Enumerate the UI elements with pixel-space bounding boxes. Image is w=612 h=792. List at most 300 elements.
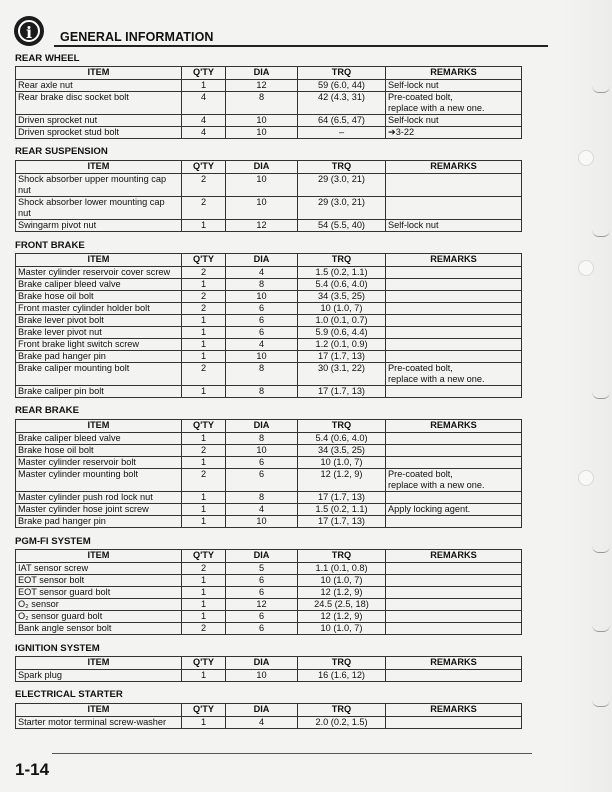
dia-cell: 10: [226, 670, 298, 682]
dia-cell: 10: [226, 291, 298, 303]
trq-cell: 42 (4.3, 31): [298, 92, 386, 115]
remarks-cell: [386, 174, 522, 197]
dia-cell: 6: [226, 611, 298, 623]
col-header-dia: DIA: [226, 420, 298, 433]
col-header-item: ITEM: [16, 550, 182, 563]
trq-cell: 17 (1.7, 13): [298, 492, 386, 504]
dia-cell: 4: [226, 717, 298, 729]
remarks-cell: [386, 267, 522, 279]
item-cell: [16, 563, 182, 575]
trq-cell: 10 (1.0, 7): [298, 623, 386, 635]
binding-hole: [578, 470, 594, 486]
remarks-cell-line: Pre-coated bolt,: [388, 363, 453, 373]
item-cell: [16, 599, 182, 611]
dia-cell: 6: [226, 327, 298, 339]
remarks-cell-line: Self-lock nut: [388, 80, 439, 90]
item-cell-line: Brake caliper bleed valve: [18, 433, 121, 443]
trq-cell: 24.5 (2.5, 18): [298, 599, 386, 611]
item-cell: [16, 516, 182, 528]
table-row: [16, 80, 522, 92]
col-header-item: ITEM: [16, 657, 182, 670]
trq-cell: 10 (1.0, 7): [298, 303, 386, 315]
col-header-item: ITEM: [16, 420, 182, 433]
remarks-cell: [386, 623, 522, 635]
remarks-cell: [386, 315, 522, 327]
footer-rule: [52, 753, 532, 754]
item-cell: [16, 80, 182, 92]
starter-table: [15, 703, 522, 729]
qty-cell: 2: [182, 267, 226, 279]
item-cell: [16, 492, 182, 504]
item-cell: [16, 351, 182, 363]
trq-cell: 17 (1.7, 13): [298, 516, 386, 528]
dia-cell: 8: [226, 92, 298, 115]
item-cell-line: O₂ sensor: [18, 599, 59, 609]
item-cell: [16, 363, 182, 386]
binding-hole: [578, 150, 594, 166]
item-cell: [16, 469, 182, 492]
remarks-cell: [386, 80, 522, 92]
trq-cell: 1.2 (0.1, 0.9): [298, 339, 386, 351]
col-header-dia: DIA: [226, 254, 298, 267]
qty-cell: 1: [182, 220, 226, 232]
dia-cell: 6: [226, 457, 298, 469]
qty-cell: 2: [182, 291, 226, 303]
table-row: [16, 433, 522, 445]
table-row: [16, 174, 522, 197]
ignition-table: [15, 656, 522, 682]
table-row: [16, 197, 522, 220]
item-cell-line: O₂ sensor guard bolt: [18, 611, 103, 621]
binding-mark: [592, 230, 610, 237]
remarks-cell: [386, 445, 522, 457]
item-cell-line: Master cylinder hose joint screw: [18, 504, 149, 514]
remarks-cell: [386, 327, 522, 339]
col-header-remarks: REMARKS: [386, 550, 522, 563]
remarks-cell-line-2: replace with a new one.: [388, 103, 485, 113]
dia-cell: 6: [226, 623, 298, 635]
dia-cell: 12: [226, 220, 298, 232]
item-cell: [16, 197, 182, 220]
remarks-cell: [386, 492, 522, 504]
col-header-remarks: REMARKS: [386, 657, 522, 670]
trq-cell: 2.0 (0.2, 1.5): [298, 717, 386, 729]
qty-cell: 1: [182, 457, 226, 469]
trq-cell: 29 (3.0, 21): [298, 197, 386, 220]
trq-cell: 54 (5.5, 40): [298, 220, 386, 232]
remarks-cell: [386, 351, 522, 363]
item-cell-line: Shock absorber lower mounting cap: [18, 197, 165, 207]
rear-suspension-table: [15, 160, 522, 232]
remarks-cell: [386, 339, 522, 351]
table-row: [16, 115, 522, 127]
qty-cell: 1: [182, 504, 226, 516]
dia-cell: 10: [226, 197, 298, 220]
qty-cell: 2: [182, 469, 226, 492]
item-cell-line-2: nut: [18, 208, 31, 218]
info-icon: i: [14, 16, 44, 46]
qty-cell: 1: [182, 717, 226, 729]
table-row: [16, 563, 522, 575]
remarks-cell: [386, 386, 522, 398]
item-cell-line-2: nut: [18, 185, 31, 195]
item-cell-line: Brake caliper mounting bolt: [18, 363, 130, 373]
trq-cell: 17 (1.7, 13): [298, 386, 386, 398]
dia-cell: 10: [226, 516, 298, 528]
trq-cell: 59 (6.0, 44): [298, 80, 386, 92]
table-row: [16, 127, 522, 139]
col-header-remarks: REMARKS: [386, 420, 522, 433]
item-cell: [16, 92, 182, 115]
qty-cell: 1: [182, 516, 226, 528]
rear-wheel-table: [15, 66, 522, 139]
dia-cell: 6: [226, 575, 298, 587]
item-cell-line: Driven sprocket nut: [18, 115, 98, 125]
binding-hole: [578, 260, 594, 276]
item-cell-line: Front brake light switch screw: [18, 339, 140, 349]
col-header-trq: TRQ: [298, 704, 386, 717]
section-title-ignition: IGNITION SYSTEM: [15, 643, 100, 654]
table-row: [16, 587, 522, 599]
item-cell: [16, 575, 182, 587]
dia-cell: 12: [226, 599, 298, 611]
trq-cell: 34 (3.5, 25): [298, 291, 386, 303]
dia-cell: 5: [226, 563, 298, 575]
qty-cell: 2: [182, 197, 226, 220]
table-row: [16, 623, 522, 635]
item-cell-line: Brake lever pivot bolt: [18, 315, 104, 325]
item-cell-line: Master cylinder reservoir bolt: [18, 457, 136, 467]
item-cell: [16, 291, 182, 303]
trq-cell: 10 (1.0, 7): [298, 575, 386, 587]
qty-cell: 1: [182, 492, 226, 504]
item-cell-line: Master cylinder push rod lock nut: [18, 492, 153, 502]
col-header-item: ITEM: [16, 704, 182, 717]
item-cell-line: Bank angle sensor bolt: [18, 623, 112, 633]
col-header-qty: Q'TY: [182, 254, 226, 267]
front-brake-table: [15, 253, 522, 398]
remarks-cell: [386, 92, 522, 115]
qty-cell: 1: [182, 80, 226, 92]
item-cell-line: Spark plug: [18, 670, 62, 680]
dia-cell: 6: [226, 587, 298, 599]
remarks-cell: [386, 563, 522, 575]
table-row: [16, 315, 522, 327]
table-row: [16, 445, 522, 457]
remarks-cell: [386, 575, 522, 587]
qty-cell: 1: [182, 587, 226, 599]
table-row: [16, 291, 522, 303]
remarks-cell: [386, 115, 522, 127]
item-cell-line: Master cylinder mounting bolt: [18, 469, 139, 479]
section-title-rear-brake: REAR BRAKE: [15, 405, 79, 416]
qty-cell: 1: [182, 433, 226, 445]
item-cell: [16, 504, 182, 516]
col-header-remarks: REMARKS: [386, 67, 522, 80]
col-header-dia: DIA: [226, 161, 298, 174]
dia-cell: 6: [226, 315, 298, 327]
item-cell-line: Rear axle nut: [18, 80, 73, 90]
table-row: [16, 327, 522, 339]
col-header-remarks: REMARKS: [386, 254, 522, 267]
remarks-cell: [386, 599, 522, 611]
trq-cell: 5.9 (0.6, 4.4): [298, 327, 386, 339]
col-header-trq: TRQ: [298, 420, 386, 433]
remarks-cell: [386, 433, 522, 445]
remarks-cell-line: Pre-coated bolt,: [388, 92, 453, 102]
item-cell: [16, 457, 182, 469]
col-header-trq: TRQ: [298, 550, 386, 563]
page-title: GENERAL INFORMATION: [60, 30, 214, 44]
item-cell-line: Brake lever pivot nut: [18, 327, 102, 337]
dia-cell: 10: [226, 174, 298, 197]
remarks-cell: [386, 303, 522, 315]
col-header-qty: Q'TY: [182, 704, 226, 717]
rear-brake-table: [15, 419, 522, 528]
qty-cell: 1: [182, 315, 226, 327]
item-cell-line: Driven sprocket stud bolt: [18, 127, 120, 137]
col-header-trq: TRQ: [298, 254, 386, 267]
table-header-row: [16, 550, 522, 563]
item-cell: [16, 433, 182, 445]
col-header-trq: TRQ: [298, 657, 386, 670]
col-header-qty: Q'TY: [182, 67, 226, 80]
table-row: [16, 303, 522, 315]
trq-cell: 30 (3.1, 22): [298, 363, 386, 386]
remarks-cell-line-2: replace with a new one.: [388, 480, 485, 490]
section-title-front-brake: FRONT BRAKE: [15, 240, 85, 251]
col-header-qty: Q'TY: [182, 420, 226, 433]
item-cell-line: Shock absorber upper mounting cap: [18, 174, 167, 184]
item-cell: [16, 115, 182, 127]
col-header-qty: Q'TY: [182, 657, 226, 670]
table-row: [16, 670, 522, 682]
qty-cell: 1: [182, 351, 226, 363]
trq-cell: 5.4 (0.6, 4.0): [298, 433, 386, 445]
remarks-cell: [386, 717, 522, 729]
section-title-pgm-fi: PGM-FI SYSTEM: [15, 536, 91, 547]
trq-cell: 17 (1.7, 13): [298, 351, 386, 363]
remarks-cell: [386, 587, 522, 599]
item-cell-line: Brake pad hanger pin: [18, 516, 106, 526]
dia-cell: 8: [226, 433, 298, 445]
trq-cell: –: [298, 127, 386, 139]
dia-cell: 8: [226, 492, 298, 504]
remarks-cell: [386, 611, 522, 623]
remarks-cell-line: ➔3-22: [388, 127, 415, 137]
item-cell-line: Brake caliper bleed valve: [18, 279, 121, 289]
binding-mark: [592, 625, 610, 632]
trq-cell: 64 (6.5, 47): [298, 115, 386, 127]
qty-cell: 1: [182, 339, 226, 351]
trq-cell: 10 (1.0, 7): [298, 457, 386, 469]
remarks-cell: [386, 457, 522, 469]
item-cell-line: Starter motor terminal screw-washer: [18, 717, 167, 727]
trq-cell: 12 (1.2, 9): [298, 611, 386, 623]
table-row: [16, 267, 522, 279]
col-header-item: ITEM: [16, 161, 182, 174]
table-row: [16, 457, 522, 469]
col-header-remarks: REMARKS: [386, 161, 522, 174]
item-cell-line: Rear brake disc socket bolt: [18, 92, 129, 102]
page-number: 1-14: [15, 760, 50, 779]
table-row: [16, 717, 522, 729]
table-row: [16, 469, 522, 492]
remarks-cell-line: Apply locking agent.: [388, 504, 471, 514]
item-cell: [16, 303, 182, 315]
item-cell: [16, 445, 182, 457]
col-header-qty: Q'TY: [182, 550, 226, 563]
remarks-cell: [386, 291, 522, 303]
qty-cell: 4: [182, 127, 226, 139]
item-cell: [16, 386, 182, 398]
item-cell-line: Brake hose oil bolt: [18, 291, 94, 301]
table-header-row: [16, 657, 522, 670]
dia-cell: 6: [226, 469, 298, 492]
table-row: [16, 92, 522, 115]
section-title-rear-wheel: REAR WHEEL: [15, 53, 80, 64]
table-row: [16, 492, 522, 504]
remarks-cell: [386, 469, 522, 492]
item-cell: [16, 174, 182, 197]
col-header-item: ITEM: [16, 67, 182, 80]
table-row: [16, 363, 522, 386]
col-header-dia: DIA: [226, 704, 298, 717]
table-row: [16, 599, 522, 611]
item-cell: [16, 267, 182, 279]
item-cell: [16, 315, 182, 327]
dia-cell: 4: [226, 504, 298, 516]
table-header-row: [16, 704, 522, 717]
qty-cell: 1: [182, 611, 226, 623]
item-cell: [16, 220, 182, 232]
table-row: [16, 516, 522, 528]
qty-cell: 2: [182, 623, 226, 635]
trq-cell: 5.4 (0.6, 4.0): [298, 279, 386, 291]
remarks-cell: [386, 516, 522, 528]
item-cell: [16, 587, 182, 599]
binding-mark: [592, 86, 610, 93]
binding-margin: [562, 0, 612, 792]
trq-cell: 1.1 (0.1, 0.8): [298, 563, 386, 575]
qty-cell: 2: [182, 303, 226, 315]
col-header-dia: DIA: [226, 550, 298, 563]
pgm-fi-table: [15, 549, 522, 635]
item-cell: [16, 127, 182, 139]
item-cell-line: EOT sensor bolt: [18, 575, 85, 585]
dia-cell: 10: [226, 445, 298, 457]
dia-cell: 8: [226, 386, 298, 398]
item-cell-line: Front master cylinder holder bolt: [18, 303, 150, 313]
section-title-starter: ELECTRICAL STARTER: [15, 689, 123, 700]
item-cell-line: Swingarm pivot nut: [18, 220, 97, 230]
col-header-remarks: REMARKS: [386, 704, 522, 717]
item-cell-line: IAT sensor screw: [18, 563, 89, 573]
table-row: [16, 504, 522, 516]
section-title-rear-suspension: REAR SUSPENSION: [15, 146, 108, 157]
dia-cell: 8: [226, 279, 298, 291]
page-header: [14, 16, 548, 50]
table-row: [16, 611, 522, 623]
remarks-cell: [386, 504, 522, 516]
item-cell-line: Brake pad hanger pin: [18, 351, 106, 361]
table-header-row: [16, 67, 522, 80]
item-cell-line: Brake hose oil bolt: [18, 445, 94, 455]
dia-cell: 6: [226, 303, 298, 315]
qty-cell: 1: [182, 386, 226, 398]
binding-mark: [592, 546, 610, 553]
trq-cell: 29 (3.0, 21): [298, 174, 386, 197]
qty-cell: 1: [182, 599, 226, 611]
remarks-cell-line: Self-lock nut: [388, 115, 439, 125]
title-rule: [54, 45, 548, 47]
item-cell: [16, 611, 182, 623]
trq-cell: 12 (1.2, 9): [298, 587, 386, 599]
table-row: [16, 220, 522, 232]
qty-cell: 1: [182, 670, 226, 682]
trq-cell: 12 (1.2, 9): [298, 469, 386, 492]
remarks-cell: [386, 670, 522, 682]
table-header-row: [16, 161, 522, 174]
table-row: [16, 351, 522, 363]
trq-cell: 1.0 (0.1, 0.7): [298, 315, 386, 327]
qty-cell: 2: [182, 563, 226, 575]
table-row: [16, 279, 522, 291]
table-row: [16, 339, 522, 351]
col-header-dia: DIA: [226, 657, 298, 670]
binding-mark: [592, 700, 610, 707]
remarks-cell: [386, 197, 522, 220]
item-cell: [16, 670, 182, 682]
dia-cell: 10: [226, 127, 298, 139]
dia-cell: 10: [226, 351, 298, 363]
trq-cell: 16 (1.6, 12): [298, 670, 386, 682]
dia-cell: 12: [226, 80, 298, 92]
item-cell-line: EOT sensor guard bolt: [18, 587, 111, 597]
dia-cell: 10: [226, 115, 298, 127]
item-cell: [16, 279, 182, 291]
remarks-cell-line: Pre-coated bolt,: [388, 469, 453, 479]
item-cell: [16, 623, 182, 635]
qty-cell: 4: [182, 92, 226, 115]
qty-cell: 2: [182, 445, 226, 457]
col-header-trq: TRQ: [298, 67, 386, 80]
qty-cell: 2: [182, 174, 226, 197]
dia-cell: 4: [226, 339, 298, 351]
trq-cell: 1.5 (0.2, 1.1): [298, 504, 386, 516]
qty-cell: 1: [182, 327, 226, 339]
binding-mark: [592, 392, 610, 399]
col-header-qty: Q'TY: [182, 161, 226, 174]
trq-cell: 1.5 (0.2, 1.1): [298, 267, 386, 279]
col-header-dia: DIA: [226, 67, 298, 80]
col-header-item: ITEM: [16, 254, 182, 267]
item-cell-line: Brake caliper pin bolt: [18, 386, 104, 396]
table-row: [16, 575, 522, 587]
table-header-row: [16, 254, 522, 267]
remarks-cell: [386, 279, 522, 291]
item-cell-line: Master cylinder reservoir cover screw: [18, 267, 171, 277]
item-cell: [16, 339, 182, 351]
item-cell: [16, 717, 182, 729]
trq-cell: 34 (3.5, 25): [298, 445, 386, 457]
item-cell: [16, 327, 182, 339]
remarks-cell: [386, 220, 522, 232]
remarks-cell-line-2: replace with a new one.: [388, 374, 485, 384]
dia-cell: 8: [226, 363, 298, 386]
qty-cell: 1: [182, 575, 226, 587]
remarks-cell: [386, 363, 522, 386]
